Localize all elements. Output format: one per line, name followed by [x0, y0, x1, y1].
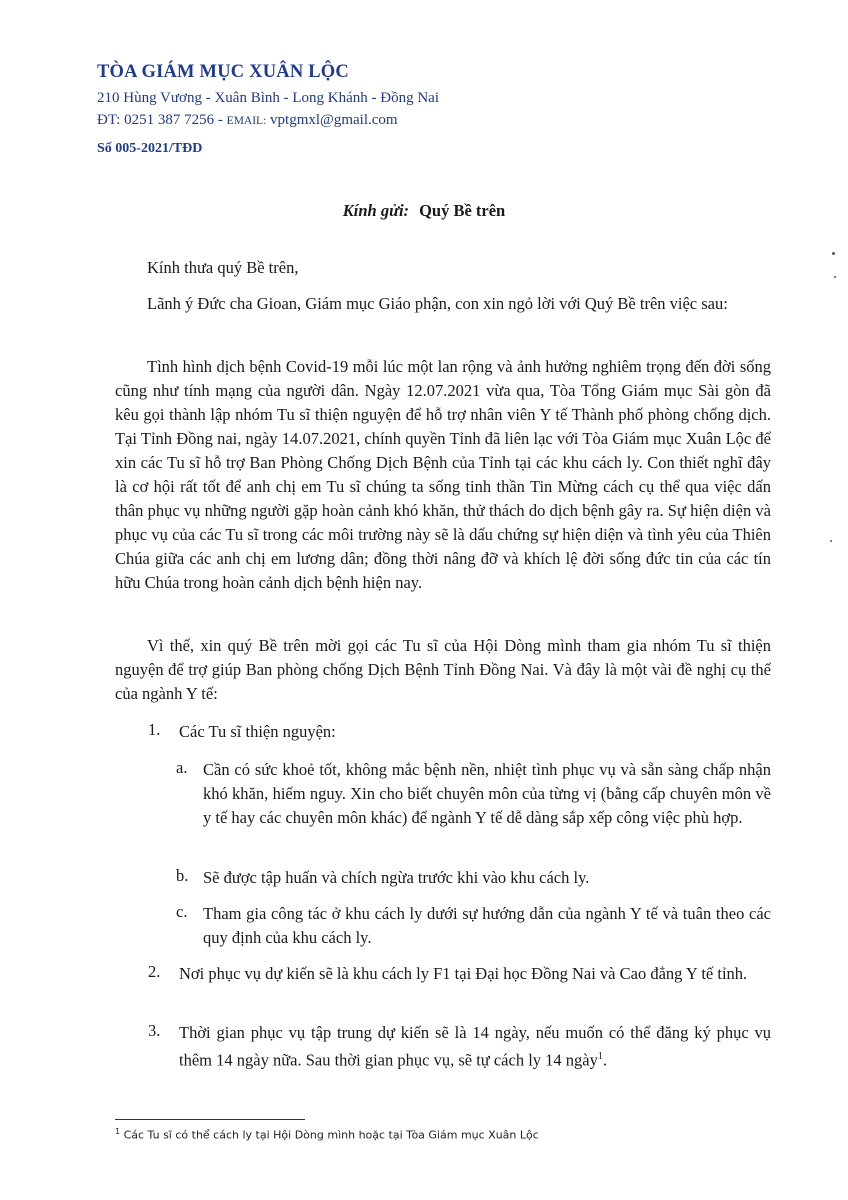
- reference-number: Số 005-2021/TĐD: [97, 141, 203, 156]
- phone-number: ĐT: 0251 387 7256 -: [97, 112, 227, 128]
- footnote-reference: 1: [597, 1051, 603, 1062]
- salutation-recipient: Quý Bề trên: [419, 201, 506, 220]
- paragraph-intro: Lãnh ý Đức cha Gioan, Giám mục Giáo phận, con xin ngỏ lời với Quý Bề trên việc sau:: [147, 294, 728, 313]
- list-item-2-marker: 2.: [148, 962, 161, 981]
- sub-item-b-text: Sẽ được tập huấn và chích ngừa trước khi vào khu cách ly.: [203, 868, 590, 887]
- email-address: vptgmxl@gmail.com: [266, 112, 398, 128]
- sub-item-b-marker: b.: [176, 866, 189, 885]
- sub-item-a-text: Cần có sức khoẻ tốt, không mắc bệnh nền, nhiệt tình phục vụ và sẵn sàng chấp nhận khó khăn, hiểm nguy. Xin cho biết chuyên môn của từng vị (bằng cấp chuyên môn về y tế hay các chuyên môn khác) để ngành Y tế dễ dàng sắp xếp công việc phù hợp.: [203, 760, 771, 827]
- list-item-2-text: Nơi phục vụ dự kiến sẽ là khu cách ly F1 tại Đại học Đồng Nai và Cao đẳng Y tế tỉnh.: [179, 964, 748, 983]
- sub-item-a-marker: a.: [176, 758, 188, 777]
- greeting: Kính thưa quý Bề trên,: [147, 258, 299, 277]
- contact-line: [97, 112, 398, 129]
- sub-item-c-text: Tham gia công tác ở khu cách ly dưới sự hướng dẫn của ngành Y tế và tuân theo các quy định của khu cách ly.: [203, 904, 771, 947]
- paragraph-request: Vì thế, xin quý Bề trên mời gọi các Tu sĩ của Hội Dòng mình tham gia nhóm Tu sĩ thiện nguyện để trợ giúp Ban phòng chống Dịch Bệnh Tỉnh Đồng Nai. Và đây là một vài đề nghị cụ thể của ngành Y tế:: [115, 636, 771, 703]
- list-item-3-text: [179, 1021, 771, 1073]
- footnote-marker: 1: [115, 1127, 121, 1136]
- paragraph-situation: Tình hình dịch bệnh Covid-19 mỗi lúc một lan rộng và ảnh hưởng nghiêm trọng đến đời sống cũng như tính mạng của người dân. Ngày 12.07.2021 vừa qua, Tòa Tổng Giám mục Sài gòn đã kêu gọi thành lập nhóm Tu sĩ thiện nguyện để hỗ trợ nhân viên Y tế Thành phố phòng chống dịch. Tại Tỉnh Đồng nai, ngày 14.07.2021, chính quyền Tỉnh đã liên lạc với Tòa Giám mục Xuân Lộc để xin các Tu sĩ hỗ trợ Ban Phòng Chống Dịch Bệnh của Tỉnh tại các khu cách ly. Con thiết nghĩ đây là cơ hội rất tốt để anh chị em Tu sĩ chúng ta sống tinh thần Tin Mừng cách cụ thể qua việc dấn thân phục vụ những người gặp hoàn cảnh khó khăn, thử thách do dịch bệnh gây ra. Sự hiện diện và phục vụ của các Tu sĩ trong các môi trường này sẽ là dấu chứng sự hiện diện và tình yêu của Thiên Chúa giữa các anh chị em lương dân; đồng thời nâng đỡ và khích lệ đời sống đức tin của các tín hữu Chúa trong hoàn cảnh dịch bệnh hiện nay.: [115, 357, 771, 592]
- list-item-1-text: Các Tu sĩ thiện nguyện:: [179, 722, 336, 741]
- list-item-3-marker: 3.: [148, 1021, 161, 1040]
- email-label: EMAIL:: [226, 115, 267, 127]
- organization-name: TÒA GIÁM MỤC XUÂN LỘC: [97, 62, 349, 82]
- footnote-separator: [115, 1119, 305, 1120]
- scan-speck: [832, 252, 835, 255]
- list-item-3-end: .: [602, 1050, 607, 1070]
- scan-speck: [834, 276, 836, 278]
- list-item-3-body: Thời gian phục vụ tập trung dự kiến sẽ là 14 ngày, nếu muốn có thể đăng ký phục vụ thêm 14 ngày nữa. Sau thời gian phục vụ, sẽ tự cách ly 14 ngày: [179, 1023, 771, 1070]
- footnote: [115, 1127, 539, 1142]
- sub-item-c-marker: c.: [176, 902, 188, 921]
- footnote-text: Các Tu sĩ có thể cách ly tại Hội Dòng mình hoặc tại Tòa Giám mục Xuân Lộc: [120, 1128, 539, 1142]
- organization-address: 210 Hùng Vương - Xuân Bình - Long Khánh - Đồng Nai: [97, 90, 439, 106]
- list-item-1-marker: 1.: [148, 720, 161, 739]
- salutation-prefix: Kính gửi:: [342, 201, 410, 220]
- scan-speck: [830, 540, 832, 542]
- salutation: [0, 201, 848, 221]
